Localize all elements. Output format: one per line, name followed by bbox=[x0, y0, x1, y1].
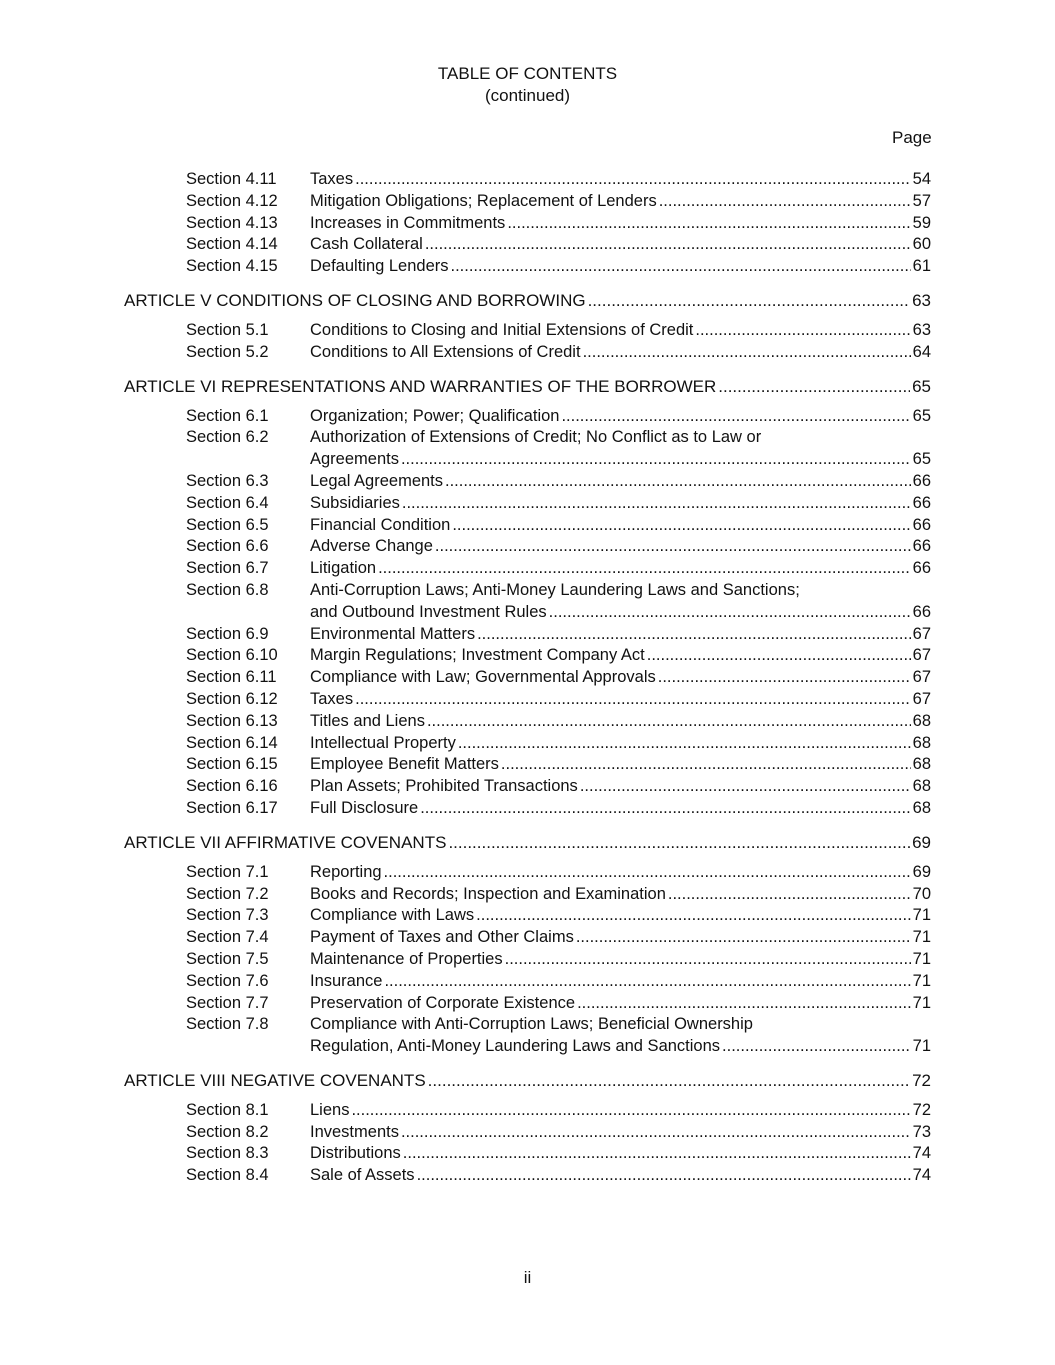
entry-title: Organization; Power; Qualification bbox=[310, 406, 560, 425]
entry-page: 71 bbox=[912, 906, 931, 925]
article-title: ARTICLE V CONDITIONS OF CLOSING AND BORROWING bbox=[124, 290, 586, 310]
toc-entry[interactable] bbox=[124, 949, 931, 971]
entry-page: 63 bbox=[912, 320, 931, 339]
entry-page: 64 bbox=[912, 342, 931, 361]
section-number: Section 7.8 bbox=[186, 1015, 269, 1034]
entry-line bbox=[310, 427, 931, 449]
entry-body bbox=[310, 776, 931, 798]
toc-heading bbox=[0, 63, 1055, 107]
entry-page: 67 bbox=[912, 689, 931, 708]
section-number: Section 6.10 bbox=[186, 646, 278, 665]
entry-page: 67 bbox=[912, 624, 931, 643]
section-number: Section 6.12 bbox=[186, 689, 278, 708]
entry-page: 67 bbox=[912, 668, 931, 687]
article-heading[interactable] bbox=[124, 376, 931, 398]
entry-title: Legal Agreements bbox=[310, 471, 444, 490]
entry-body bbox=[310, 645, 931, 667]
section-number: Section 7.3 bbox=[186, 906, 269, 925]
entry-page: 61 bbox=[912, 257, 931, 276]
entry-page: 66 bbox=[912, 493, 931, 512]
page-column-label: Page bbox=[892, 128, 932, 147]
toc-entry[interactable] bbox=[124, 1014, 931, 1058]
entry-page: 65 bbox=[912, 406, 931, 425]
entry-body bbox=[310, 558, 931, 580]
entry-body bbox=[310, 711, 931, 733]
entry-title: Regulation, Anti-Money Laundering Laws and Sanctions bbox=[310, 1037, 721, 1056]
section-number: Section 7.1 bbox=[186, 862, 269, 881]
toc-title: TABLE OF CONTENTS bbox=[437, 64, 618, 83]
entry-title: Sale of Assets bbox=[310, 1166, 415, 1185]
entry-title: Titles and Liens bbox=[310, 711, 425, 730]
toc-entry[interactable] bbox=[124, 689, 931, 711]
section-number: Section 6.3 bbox=[186, 471, 269, 490]
entry-title: Taxes bbox=[310, 170, 354, 188]
leader-dots bbox=[501, 754, 911, 776]
entry-page: 71 bbox=[912, 971, 931, 990]
entry-body bbox=[310, 406, 931, 428]
leader-dots bbox=[580, 776, 911, 798]
entry-body bbox=[310, 905, 931, 927]
section-number: Section 6.8 bbox=[186, 580, 269, 599]
leader-dots bbox=[583, 342, 911, 364]
leader-dots bbox=[427, 711, 911, 733]
entry-line bbox=[310, 536, 931, 558]
toc-entry[interactable] bbox=[124, 862, 931, 884]
leader-dots bbox=[401, 1122, 911, 1144]
entry-line bbox=[310, 754, 931, 776]
entry-line bbox=[310, 949, 931, 971]
leader-dots bbox=[403, 1143, 911, 1165]
toc-entry[interactable] bbox=[124, 320, 931, 342]
entry-title: Cash Collateral bbox=[310, 235, 423, 254]
entry-line bbox=[310, 191, 931, 213]
entry-line bbox=[310, 1014, 931, 1036]
article-title: ARTICLE VIII NEGATIVE COVENANTS bbox=[124, 1070, 426, 1090]
leader-dots bbox=[658, 667, 911, 689]
section-number: Section 7.4 bbox=[186, 928, 269, 947]
leader-dots bbox=[588, 290, 911, 312]
entry-title: Conditions to Closing and Initial Extensions of Credit bbox=[310, 320, 694, 339]
section-number: Section 5.2 bbox=[186, 342, 269, 361]
entry-title: Intellectual Property bbox=[310, 733, 456, 752]
section-number: Section 6.5 bbox=[186, 515, 269, 534]
entry-page: 66 bbox=[912, 559, 931, 578]
toc-entry[interactable] bbox=[124, 905, 931, 927]
leader-dots bbox=[718, 376, 910, 398]
leader-dots bbox=[355, 169, 911, 191]
entry-title: Anti-Corruption Laws; Anti-Money Laundering Laws and Sanctions; bbox=[310, 580, 800, 599]
entry-title: Mitigation Obligations; Replacement of Lenders bbox=[310, 191, 657, 210]
article-page: 72 bbox=[912, 1070, 931, 1090]
toc-entry[interactable] bbox=[124, 1100, 931, 1122]
entry-title: Insurance bbox=[310, 971, 383, 990]
entry-title: and Outbound Investment Rules bbox=[310, 602, 547, 621]
toc-entry[interactable] bbox=[124, 536, 931, 558]
entry-line bbox=[310, 234, 931, 256]
leader-dots bbox=[448, 832, 910, 854]
entry-body bbox=[310, 515, 931, 537]
section-number: Section 6.7 bbox=[186, 559, 269, 578]
leader-dots bbox=[402, 493, 911, 515]
toc-entry[interactable] bbox=[124, 1122, 931, 1144]
section-number: Section 6.4 bbox=[186, 493, 269, 512]
toc-entry[interactable] bbox=[124, 493, 931, 515]
leader-dots bbox=[384, 862, 911, 884]
entry-body bbox=[310, 169, 931, 191]
article-title: ARTICLE VII AFFIRMATIVE COVENANTS bbox=[124, 832, 447, 852]
leader-dots bbox=[477, 624, 911, 646]
entry-title: Employee Benefit Matters bbox=[310, 755, 499, 774]
entry-line bbox=[310, 993, 931, 1015]
entry-line bbox=[310, 798, 931, 820]
toc-entry[interactable] bbox=[124, 406, 931, 428]
entry-title: Compliance with Law; Governmental Approvals bbox=[310, 668, 656, 687]
entry-page: 71 bbox=[912, 949, 931, 968]
article-page: 63 bbox=[912, 290, 931, 310]
entry-body bbox=[310, 1143, 931, 1165]
entry-body bbox=[310, 884, 931, 906]
entry-body bbox=[310, 1122, 931, 1144]
entry-line bbox=[310, 213, 931, 235]
entry-line bbox=[310, 689, 931, 711]
page-number: ii bbox=[523, 1268, 532, 1287]
entry-title: Investments bbox=[310, 1122, 399, 1141]
article-page: 65 bbox=[912, 376, 931, 396]
entry-title: Increases in Commitments bbox=[310, 213, 506, 232]
entry-body bbox=[310, 993, 931, 1015]
section-number: Section 8.4 bbox=[186, 1166, 269, 1185]
entry-title: Subsidiaries bbox=[310, 493, 400, 512]
entry-page: 66 bbox=[912, 602, 931, 621]
leader-dots bbox=[355, 689, 911, 711]
section-number: Section 7.5 bbox=[186, 949, 269, 968]
entry-page: 68 bbox=[912, 711, 931, 730]
section-number: Section 6.16 bbox=[186, 777, 278, 796]
section-number: Section 8.2 bbox=[186, 1122, 269, 1141]
leader-dots bbox=[561, 406, 910, 428]
leader-dots bbox=[549, 602, 911, 624]
entry-line bbox=[310, 776, 931, 798]
toc-entry[interactable] bbox=[124, 711, 931, 733]
leader-dots bbox=[722, 1036, 911, 1058]
entry-body bbox=[310, 1014, 931, 1058]
entry-line bbox=[310, 1143, 931, 1165]
entry-body bbox=[310, 342, 931, 364]
entry-body bbox=[310, 580, 931, 624]
entry-body bbox=[310, 213, 931, 235]
leader-dots bbox=[445, 471, 911, 493]
leader-dots bbox=[476, 905, 910, 927]
section-number: Section 6.15 bbox=[186, 755, 278, 774]
section-number: Section 7.7 bbox=[186, 993, 269, 1012]
article-heading[interactable] bbox=[124, 1070, 931, 1092]
toc-entry[interactable] bbox=[124, 624, 931, 646]
entry-title: Reporting bbox=[310, 862, 382, 881]
entry-page: 66 bbox=[912, 471, 931, 490]
entry-page: 70 bbox=[912, 884, 931, 903]
entry-page: 66 bbox=[912, 515, 931, 534]
entry-body bbox=[310, 971, 931, 993]
entry-page: 71 bbox=[912, 1037, 931, 1056]
entry-line bbox=[310, 342, 931, 364]
section-number: Section 6.1 bbox=[186, 406, 269, 425]
leader-dots bbox=[384, 971, 910, 993]
entry-title: Maintenance of Properties bbox=[310, 949, 503, 968]
entry-body bbox=[310, 862, 931, 884]
toc-entry[interactable] bbox=[124, 667, 931, 689]
entry-line bbox=[310, 320, 931, 342]
entry-title: Books and Records; Inspection and Examination bbox=[310, 884, 666, 903]
entry-body bbox=[310, 949, 931, 971]
leader-dots bbox=[451, 256, 911, 278]
entry-page: 59 bbox=[912, 213, 931, 232]
toc-entry[interactable] bbox=[124, 1143, 931, 1165]
toc-entry[interactable] bbox=[124, 213, 931, 235]
section-number: Section 4.11 bbox=[186, 170, 277, 188]
entry-title: Margin Regulations; Investment Company Act bbox=[310, 646, 645, 665]
entry-title: Litigation bbox=[310, 559, 377, 578]
entry-body bbox=[310, 689, 931, 711]
entry-line bbox=[310, 645, 931, 667]
leader-dots bbox=[420, 798, 910, 820]
entry-page: 66 bbox=[912, 537, 931, 556]
entry-line bbox=[310, 971, 931, 993]
leader-dots bbox=[458, 733, 911, 755]
entry-line bbox=[310, 406, 931, 428]
entry-title: Financial Condition bbox=[310, 515, 451, 534]
toc-entry[interactable] bbox=[124, 558, 931, 580]
entry-page: 71 bbox=[912, 928, 931, 947]
leader-dots bbox=[577, 993, 911, 1015]
entry-page: 60 bbox=[912, 235, 931, 254]
entry-line bbox=[310, 602, 931, 624]
entry-title: Liens bbox=[310, 1100, 350, 1119]
entry-title: Payment of Taxes and Other Claims bbox=[310, 928, 574, 947]
entry-title: Agreements bbox=[310, 450, 399, 469]
entry-body bbox=[310, 191, 931, 213]
section-number: Section 6.17 bbox=[186, 798, 278, 817]
leader-dots bbox=[505, 949, 911, 971]
entry-page: 74 bbox=[912, 1144, 931, 1163]
leader-dots bbox=[428, 1070, 910, 1092]
toc-entry[interactable] bbox=[124, 927, 931, 949]
article-title: ARTICLE VI REPRESENTATIONS AND WARRANTIES OF THE BORROWER bbox=[124, 376, 717, 396]
leader-dots bbox=[659, 191, 911, 213]
entry-page: 54 bbox=[912, 170, 931, 188]
entry-title: Authorization of Extensions of Credit; No Conflict as to Law or bbox=[310, 428, 762, 447]
toc-entry[interactable] bbox=[124, 515, 931, 537]
toc-entry[interactable] bbox=[124, 993, 931, 1015]
entry-line bbox=[310, 884, 931, 906]
entry-body bbox=[310, 798, 931, 820]
section-number: Section 5.1 bbox=[186, 320, 269, 339]
section-number: Section 6.2 bbox=[186, 428, 269, 447]
section-number: Section 4.12 bbox=[186, 191, 278, 210]
toc-subtitle: (continued) bbox=[484, 86, 571, 105]
section-number: Section 6.13 bbox=[186, 711, 278, 730]
leader-dots bbox=[695, 320, 910, 342]
entry-body bbox=[310, 667, 931, 689]
article-heading[interactable] bbox=[124, 290, 931, 312]
entry-body bbox=[310, 733, 931, 755]
entry-body bbox=[310, 471, 931, 493]
entry-page: 65 bbox=[912, 450, 931, 469]
leader-dots bbox=[425, 234, 911, 256]
leader-dots bbox=[401, 449, 911, 471]
entry-page: 71 bbox=[912, 993, 931, 1012]
toc-entry[interactable] bbox=[124, 798, 931, 820]
entry-body bbox=[310, 927, 931, 949]
toc-group bbox=[124, 1070, 931, 1187]
toc-entry[interactable] bbox=[124, 256, 931, 278]
leader-dots bbox=[647, 645, 911, 667]
leader-dots bbox=[507, 213, 910, 235]
toc-entry[interactable] bbox=[124, 645, 931, 667]
toc-group bbox=[124, 169, 931, 278]
toc-entry[interactable] bbox=[124, 342, 931, 364]
article-heading[interactable] bbox=[124, 832, 931, 854]
entry-title: Preservation of Corporate Existence bbox=[310, 993, 576, 1012]
entry-line bbox=[310, 862, 931, 884]
toc-entry[interactable] bbox=[124, 580, 931, 624]
entry-line bbox=[310, 1100, 931, 1122]
entry-line bbox=[310, 905, 931, 927]
entry-line bbox=[310, 471, 931, 493]
entry-title: Conditions to All Extensions of Credit bbox=[310, 342, 581, 361]
toc-entry[interactable] bbox=[124, 1165, 931, 1187]
entry-line bbox=[310, 711, 931, 733]
entry-page: 68 bbox=[912, 755, 931, 774]
toc-list bbox=[124, 169, 931, 1199]
toc-entry[interactable] bbox=[124, 776, 931, 798]
toc-group bbox=[124, 832, 931, 1058]
section-number: Section 4.15 bbox=[186, 257, 278, 276]
leader-dots bbox=[435, 536, 911, 558]
entry-line bbox=[310, 733, 931, 755]
section-number: Section 6.6 bbox=[186, 537, 269, 556]
leader-dots bbox=[417, 1165, 911, 1187]
toc-entry[interactable] bbox=[124, 427, 931, 471]
entry-title: Taxes bbox=[310, 689, 354, 708]
leader-dots bbox=[576, 927, 911, 949]
entry-body bbox=[310, 754, 931, 776]
leader-dots bbox=[351, 1100, 910, 1122]
entry-body bbox=[310, 427, 931, 471]
section-number: Section 6.9 bbox=[186, 624, 269, 643]
entry-line bbox=[310, 449, 931, 471]
entry-body bbox=[310, 1100, 931, 1122]
section-number: Section 8.3 bbox=[186, 1144, 269, 1163]
entry-line bbox=[310, 1165, 931, 1187]
toc-group bbox=[124, 290, 931, 364]
entry-page: 68 bbox=[912, 733, 931, 752]
section-number: Section 7.2 bbox=[186, 884, 269, 903]
entry-body bbox=[310, 624, 931, 646]
entry-page: 74 bbox=[912, 1166, 931, 1185]
entry-body bbox=[310, 234, 931, 256]
entry-title: Compliance with Laws bbox=[310, 906, 475, 925]
section-number: Section 6.11 bbox=[186, 668, 277, 687]
section-number: Section 4.13 bbox=[186, 213, 278, 232]
entry-line bbox=[310, 624, 931, 646]
toc-group bbox=[124, 376, 931, 820]
entry-line bbox=[310, 667, 931, 689]
entry-title: Defaulting Lenders bbox=[310, 257, 449, 276]
entry-line bbox=[310, 927, 931, 949]
entry-line bbox=[310, 558, 931, 580]
entry-page: 72 bbox=[912, 1100, 931, 1119]
toc-entry[interactable] bbox=[124, 234, 931, 256]
section-number: Section 7.6 bbox=[186, 971, 269, 990]
entry-line bbox=[310, 169, 931, 191]
toc-entry[interactable] bbox=[124, 471, 931, 493]
entry-line bbox=[310, 256, 931, 278]
entry-body bbox=[310, 536, 931, 558]
section-number: Section 8.1 bbox=[186, 1100, 269, 1119]
entry-title: Adverse Change bbox=[310, 537, 433, 556]
entry-title: Full Disclosure bbox=[310, 798, 419, 817]
entry-title: Compliance with Anti-Corruption Laws; Beneficial Ownership bbox=[310, 1015, 753, 1034]
section-number: Section 6.14 bbox=[186, 733, 278, 752]
entry-title: Distributions bbox=[310, 1144, 401, 1163]
entry-line bbox=[310, 1036, 931, 1058]
toc-entry[interactable] bbox=[124, 754, 931, 776]
toc-entry[interactable] bbox=[124, 971, 931, 993]
entry-line bbox=[310, 515, 931, 537]
toc-entry[interactable] bbox=[124, 884, 931, 906]
leader-dots bbox=[668, 884, 911, 906]
entry-body bbox=[310, 256, 931, 278]
entry-body bbox=[310, 1165, 931, 1187]
toc-entry[interactable] bbox=[124, 733, 931, 755]
entry-title: Plan Assets; Prohibited Transactions bbox=[310, 777, 578, 796]
leader-dots bbox=[452, 515, 910, 537]
entry-page: 69 bbox=[912, 862, 931, 881]
article-page: 69 bbox=[912, 832, 931, 852]
entry-page: 68 bbox=[912, 777, 931, 796]
entry-page: 67 bbox=[912, 646, 931, 665]
section-number: Section 4.14 bbox=[186, 235, 278, 254]
entry-title: Environmental Matters bbox=[310, 624, 476, 643]
toc-entry[interactable] bbox=[124, 191, 931, 213]
entry-body bbox=[310, 493, 931, 515]
entry-line bbox=[310, 493, 931, 515]
toc-entry[interactable] bbox=[124, 169, 931, 191]
entry-page: 73 bbox=[912, 1122, 931, 1141]
entry-page: 57 bbox=[912, 191, 931, 210]
entry-line bbox=[310, 580, 931, 602]
entry-body bbox=[310, 320, 931, 342]
leader-dots bbox=[378, 558, 911, 580]
entry-page: 68 bbox=[912, 798, 931, 817]
entry-line bbox=[310, 1122, 931, 1144]
